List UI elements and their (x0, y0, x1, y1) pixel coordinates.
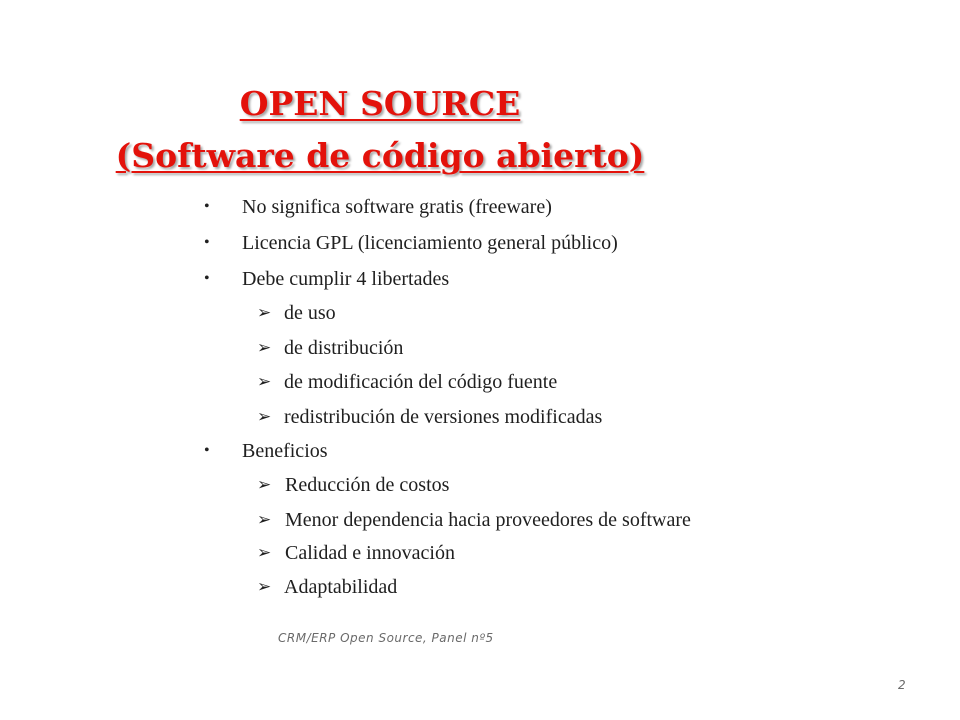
sub-list-text: Menor dependencia hacia proveedores de software (285, 509, 691, 531)
slide-title-line-1: OPEN SOURCE (239, 84, 521, 123)
page-number: 2 (898, 678, 906, 692)
sub-list-text: Calidad e innovación (285, 542, 455, 564)
bullet-text: No significa software gratis (freeware) (242, 196, 552, 218)
sub-list-text: Reducción de costos (285, 474, 450, 496)
arrow-bullet-icon: ➢ (257, 475, 272, 494)
arrow-bullet-icon: ➢ (257, 543, 272, 562)
arrow-bullet-icon: ➢ (257, 510, 272, 529)
arrow-bullet-icon: ➢ (257, 303, 272, 322)
bullet-dot-icon: • (204, 198, 210, 215)
sub-list-text: de modificación del código fuente (284, 371, 558, 393)
bullet-text: Beneficios (242, 440, 328, 462)
arrow-bullet-icon: ➢ (257, 577, 272, 596)
sub-list-text: de distribución (284, 337, 404, 359)
sub-list-text: redistribución de versiones modificadas (284, 406, 603, 428)
slide-footer: CRM/ERP Open Source, Panel nº5 (278, 631, 494, 645)
arrow-bullet-icon: ➢ (257, 372, 272, 391)
bullet-dot-icon: • (204, 234, 210, 251)
bullet-dot-icon: • (204, 442, 210, 459)
arrow-bullet-icon: ➢ (257, 407, 272, 426)
bullet-text: Licencia GPL (licenciamiento general público) (242, 232, 618, 254)
bullet-dot-icon: • (204, 270, 210, 287)
bullet-text: Debe cumplir 4 libertades (242, 268, 450, 290)
arrow-bullet-icon: ➢ (257, 338, 272, 357)
slide-title-line-2: (Software de código abierto) (115, 136, 645, 175)
sub-list-text: Adaptabilidad (284, 576, 398, 598)
sub-list-text: de uso (284, 302, 336, 324)
